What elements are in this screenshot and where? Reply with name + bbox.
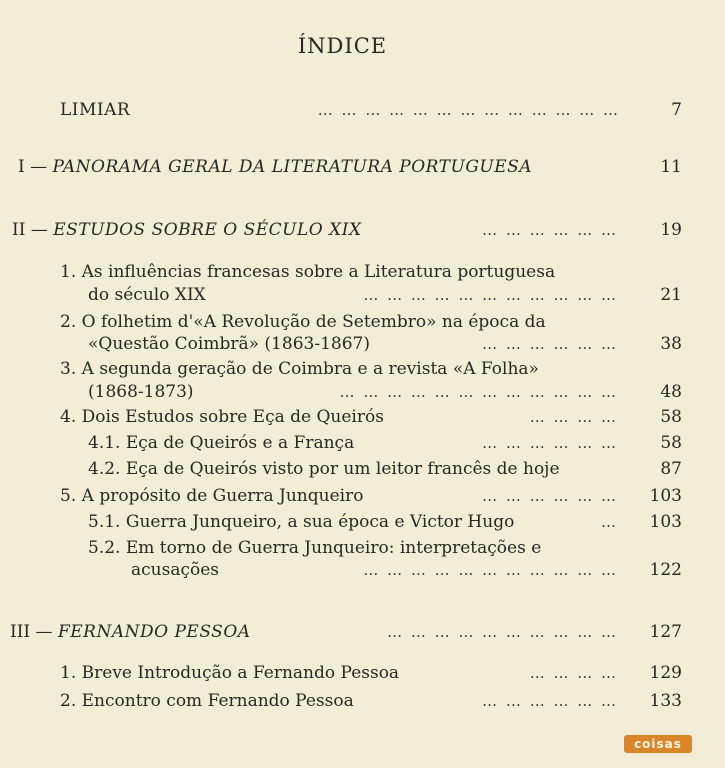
toc-entry-2-5-1 [88, 509, 514, 535]
page-number: 38 [660, 334, 682, 354]
entry-text: Dois Estudos sobre Eça de Queirós [81, 407, 384, 427]
entry-text: LIMIAR [60, 100, 131, 120]
entry-text-cont: «Questão Coimbrã» (1863-1867) [88, 334, 370, 354]
dot-leader: … … … … … … … … … … … … [339, 383, 618, 401]
entry-prefix: 3. [60, 359, 77, 379]
entry-prefix: 5.1. [88, 512, 121, 532]
page-number: 48 [660, 382, 682, 402]
entry-text: Eça de Queirós visto por um leitor francês de hoje [125, 459, 560, 479]
entry-prefix: I — [18, 157, 48, 177]
dot-leader: … … … … … … [482, 335, 618, 353]
entry-text: Em torno de Guerra Junqueiro: interpretações e [125, 538, 542, 558]
toc-entry-2-1-cont [88, 282, 206, 308]
entry-prefix: 4. [60, 407, 77, 427]
entry-text: O folhetim d'«A Revolução de Setembro» na época da [81, 312, 546, 332]
entry-text: Encontro com Fernando Pessoa [81, 691, 354, 711]
entry-prefix: II — [12, 220, 48, 240]
entry-text-cont: do século XIX [88, 285, 206, 305]
toc-entry-part-1 [18, 154, 532, 180]
dot-leader: … … … … [529, 664, 618, 682]
entry-prefix: 5.2. [88, 538, 121, 558]
toc-entry-2-5-2-cont [131, 557, 219, 583]
entry-text: PANORAMA GERAL DA LITERATURA PORTUGUESA [52, 157, 533, 177]
dot-leader: … … … … [529, 408, 618, 426]
toc-entry-2-4-2 [88, 456, 560, 482]
entry-prefix: 1. [60, 663, 77, 683]
page-number: 58 [660, 433, 682, 453]
page-title: ÍNDICE [297, 34, 388, 58]
entry-prefix: 2. [60, 691, 77, 711]
entry-text-cont: (1868-1873) [88, 382, 194, 402]
dot-leader: … … … … … … … … … … … … … [317, 101, 620, 119]
dot-leader: … … … … … … … … … … … [363, 561, 618, 579]
entry-prefix: 2. [60, 312, 77, 332]
dot-leader: … … … … … … [482, 692, 618, 710]
page-number: 122 [649, 560, 682, 580]
dot-leader: … … … … … … [482, 221, 618, 239]
page-number: 87 [660, 459, 682, 479]
watermark-logo: coisas [624, 735, 692, 753]
dot-leader: … [601, 513, 618, 531]
dot-leader: … … … … … … … … … … [387, 623, 618, 641]
entry-text: Guerra Junqueiro, a sua época e Victor Hugo [125, 512, 515, 532]
dot-leader: … … … … … … [482, 434, 618, 452]
entry-text-cont: acusações [131, 560, 220, 580]
toc-entry-2-5 [60, 483, 363, 509]
entry-prefix: 4.2. [88, 459, 121, 479]
page-number: 58 [660, 407, 682, 427]
toc-entry-limiar [60, 97, 130, 123]
entry-text: ESTUDOS SOBRE O SÉCULO XIX [53, 220, 362, 240]
dot-leader: … … … … … … [482, 487, 618, 505]
page-number: 21 [660, 285, 682, 305]
page-number: 133 [649, 691, 682, 711]
dot-leader: … … … … … … … … … … … [363, 286, 618, 304]
toc-entry-3-1 [60, 660, 399, 686]
toc-entry-part-3 [10, 619, 251, 645]
page-number: 103 [649, 512, 682, 532]
entry-text: As influências francesas sobre a Literatura portuguesa [81, 262, 556, 282]
page-number: 127 [649, 622, 682, 642]
entry-text: Breve Introdução a Fernando Pessoa [81, 663, 400, 683]
page-number: 19 [660, 220, 682, 240]
page-number: 129 [649, 663, 682, 683]
toc-entry-2-3-cont [88, 379, 194, 405]
page-number: 11 [660, 157, 682, 177]
entry-text: A segunda geração de Coimbra e a revista «A Folha» [81, 359, 539, 379]
entry-prefix: 5. [60, 486, 77, 506]
entry-prefix: 1. [60, 262, 77, 282]
page-number: 7 [671, 100, 682, 120]
toc-entry-2-4 [60, 404, 384, 430]
toc-entry-3-2 [60, 688, 354, 714]
entry-text: A propósito de Guerra Junqueiro [81, 486, 364, 506]
toc-entry-part-2 [12, 217, 362, 243]
entry-prefix: III — [10, 622, 53, 642]
toc-entry-2-4-1 [88, 430, 354, 456]
entry-text: FERNANDO PESSOA [57, 622, 251, 642]
entry-prefix: 4.1. [88, 433, 121, 453]
entry-text: Eça de Queirós e a França [125, 433, 355, 453]
page-number: 103 [649, 486, 682, 506]
toc-entry-2-2-cont [88, 331, 370, 357]
